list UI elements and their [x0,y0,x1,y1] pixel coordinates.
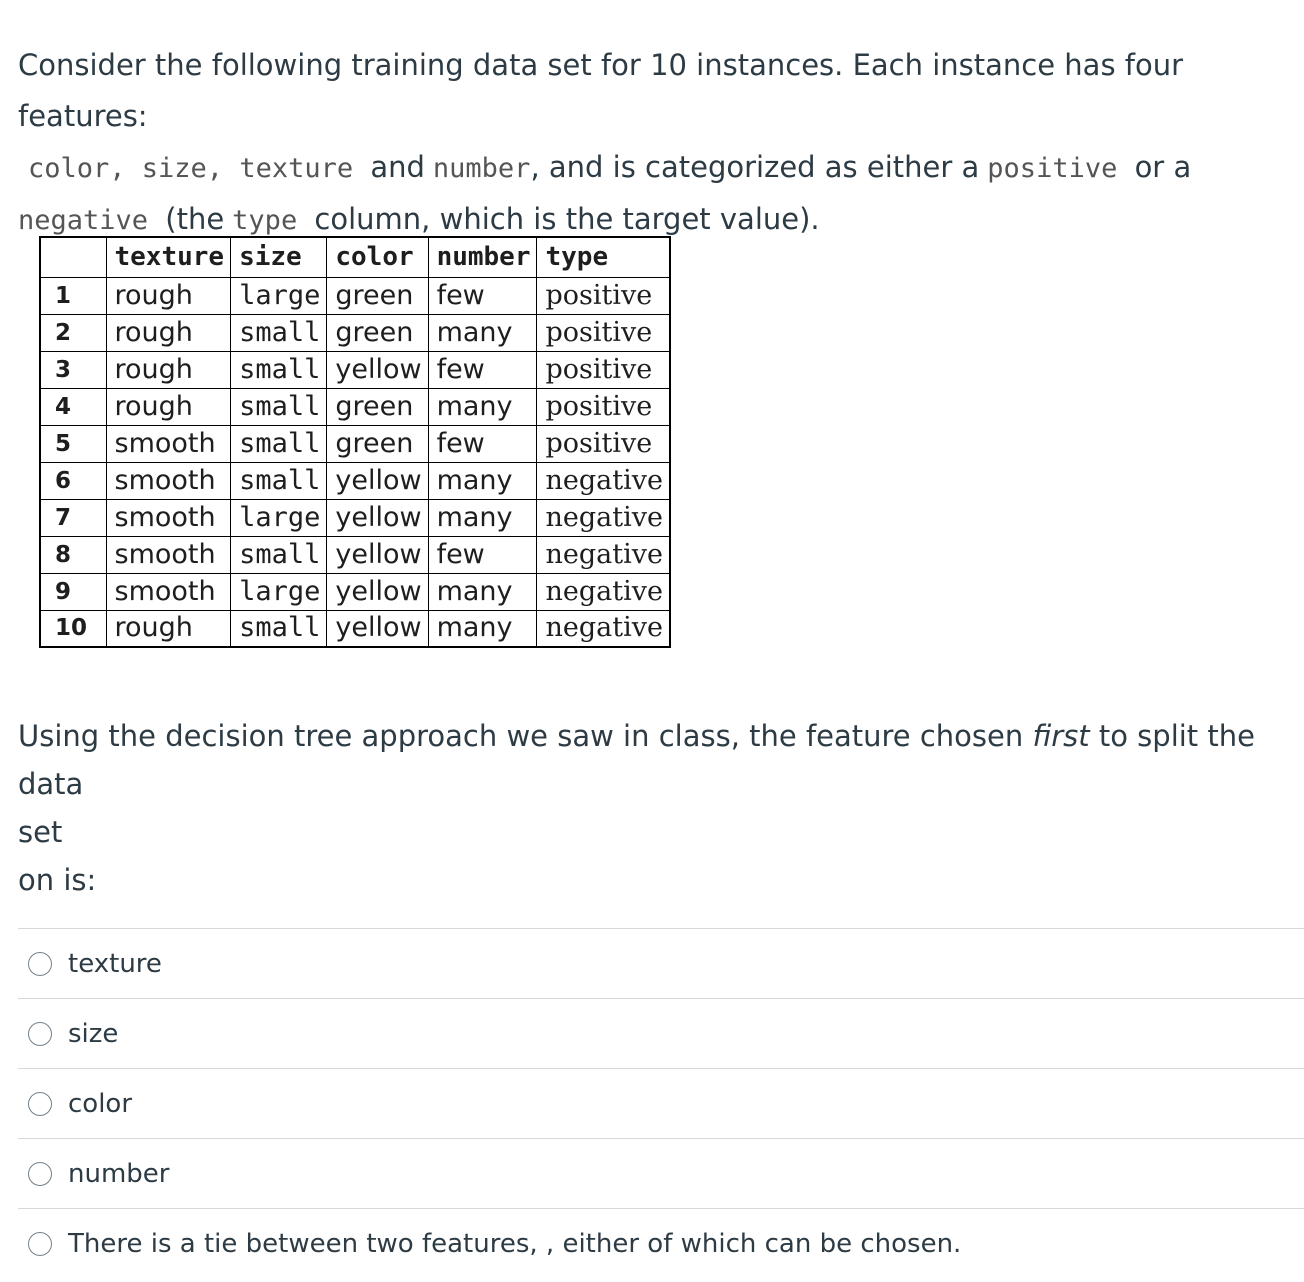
table-cell-color: green [327,388,428,425]
header-cell-color: color [327,237,428,277]
table-cell-color: green [327,277,428,314]
answer-option-number[interactable] [18,1138,1304,1208]
table-row [40,388,670,425]
table-row [40,610,670,647]
code-type: type [232,205,298,236]
header-cell-size: size [231,237,327,277]
table-cell-number: many [428,314,537,351]
header-cell-index [40,237,106,277]
code-positive: positive [987,153,1118,184]
table-cell-number: few [428,536,537,573]
table-row [40,536,670,573]
table-cell-number: few [428,351,537,388]
table-cell-size: small [231,314,327,351]
table-cell-texture: smooth [106,499,231,536]
table-cell-idx: 10 [40,610,106,647]
prompt-text-mid: , and is categorized as either a [530,150,980,184]
answer-option-size[interactable] [18,998,1304,1068]
answer-label: number [68,1158,170,1189]
table-cell-color: yellow [327,536,428,573]
table-cell-texture: rough [106,277,231,314]
table-cell-texture: rough [106,351,231,388]
table-cell-idx: 5 [40,425,106,462]
table-cell-idx: 6 [40,462,106,499]
code-feature-list: color, size, texture [28,153,354,184]
question-text-end: to split the data [18,719,1255,801]
table-cell-idx: 1 [40,277,106,314]
question-line-2: set [18,815,63,849]
table-cell-number: many [428,462,537,499]
answer-list [18,928,1304,1278]
header-cell-texture: texture [106,237,231,277]
radio-button[interactable] [28,1162,52,1186]
table-cell-type: negative [537,536,670,573]
table-cell-type: positive [537,277,670,314]
table-cell-number: few [428,277,537,314]
table-row [40,573,670,610]
answer-label: There is a tie between two features, , either of which can be chosen. [68,1228,962,1259]
table-cell-type: negative [537,499,670,536]
table-cell-color: yellow [327,499,428,536]
table-cell-texture: smooth [106,573,231,610]
header-cell-number: number [428,237,537,277]
prompt-text-or-a: or a [1134,150,1192,184]
table-cell-size: small [231,536,327,573]
table-cell-type: positive [537,425,670,462]
table-cell-type: positive [537,351,670,388]
table-cell-color: green [327,425,428,462]
table-cell-size: small [231,462,327,499]
table-row [40,277,670,314]
table-row [40,351,670,388]
table-row [40,425,670,462]
table-cell-color: green [327,314,428,351]
table-row [40,314,670,351]
table-cell-type: positive [537,314,670,351]
table-cell-idx: 8 [40,536,106,573]
table-cell-number: many [428,573,537,610]
question-text: Using the decision tree approach we saw in class, the feature chosen [18,719,1033,753]
answer-option-tie[interactable] [18,1208,1304,1278]
table-cell-size: small [231,388,327,425]
code-negative: negative [18,205,149,236]
table-cell-size: large [231,277,327,314]
table-cell-size: small [231,425,327,462]
radio-button[interactable] [28,1232,52,1256]
answer-label: texture [68,948,162,979]
table-cell-number: many [428,388,537,425]
table-cell-type: negative [537,610,670,647]
table-cell-idx: 4 [40,388,106,425]
question-prompt [18,40,1288,246]
table-cell-size: small [231,610,327,647]
table-cell-type: negative [537,573,670,610]
table-cell-color: yellow [327,351,428,388]
table-row [40,462,670,499]
table-cell-color: yellow [327,610,428,647]
radio-button[interactable] [28,1092,52,1116]
prompt-text-and: and [370,150,425,184]
table-cell-texture: rough [106,610,231,647]
table-cell-number: many [428,610,537,647]
table-cell-size: large [231,499,327,536]
radio-button[interactable] [28,952,52,976]
question-stem [18,712,1288,904]
table-cell-size: small [231,351,327,388]
table-row [40,499,670,536]
answer-option-texture[interactable] [18,928,1304,998]
table-cell-type: negative [537,462,670,499]
table-cell-texture: smooth [106,462,231,499]
training-data-table [39,236,671,648]
radio-button[interactable] [28,1022,52,1046]
prompt-text: Consider the following training data set for 10 instances. Each instance has four features: [18,48,1184,133]
table-cell-texture: smooth [106,536,231,573]
table-cell-idx: 7 [40,499,106,536]
table-cell-number: few [428,425,537,462]
answer-option-color[interactable] [18,1068,1304,1138]
question-line-1 [18,712,1288,808]
prompt-line-2 [18,142,1288,194]
answer-label: color [68,1088,133,1119]
table-cell-number: many [428,499,537,536]
table-cell-texture: smooth [106,425,231,462]
training-data-table-image [39,236,671,648]
table-cell-type: positive [537,388,670,425]
table-cell-size: large [231,573,327,610]
table-cell-idx: 9 [40,573,106,610]
prompt-line-1 [18,40,1288,142]
question-line-3: on is: [18,863,97,897]
table-cell-idx: 3 [40,351,106,388]
prompt-text-paren-rest: column, which is the target value). [314,202,820,236]
table-cell-texture: rough [106,388,231,425]
answer-label: size [68,1018,119,1049]
prompt-text-paren: (the [165,202,225,236]
question-emphasis: first [1032,719,1090,753]
header-cell-type: type [537,237,670,277]
table-cell-color: yellow [327,573,428,610]
code-number: number [432,153,531,184]
table-header-row [40,237,670,277]
table-cell-idx: 2 [40,314,106,351]
table-cell-color: yellow [327,462,428,499]
table-cell-texture: rough [106,314,231,351]
